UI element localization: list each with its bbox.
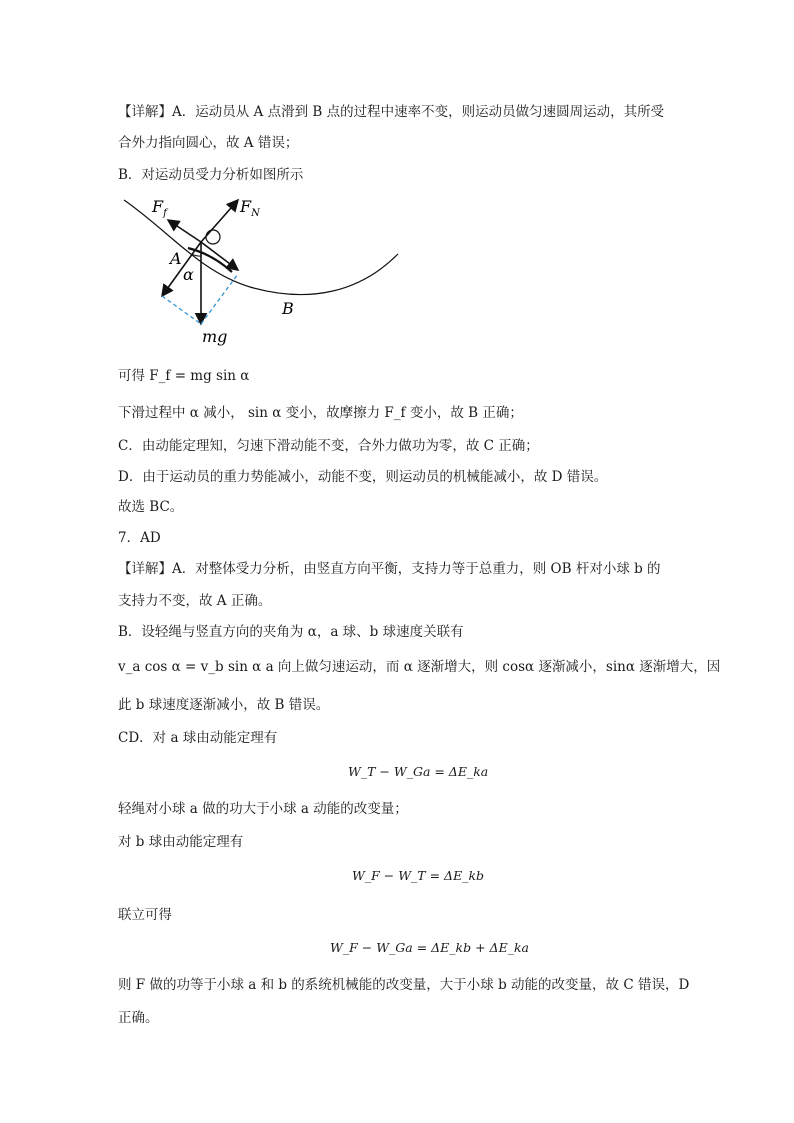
q7-a-line2: 支持力不变，故 A 正确。 [118,593,272,609]
q7-end-line2: 正确。 [118,1010,159,1026]
q7-cd-line4: 联立可得 [118,907,172,923]
label-a: A [170,249,182,268]
q7-b-line2: v_a cos α = v_b sin α a 向上做匀速运动，而 α 逐渐增大，则 cosα 逐渐减小，sinα 逐渐增大，因 [118,659,721,675]
text-c-line: C．由动能定理知，匀速下滑动能不变，合外力做功为零，故 C 正确； [118,438,539,454]
equation-1: W_T − W_Ga = ΔE_ka [348,764,489,779]
detail-a-line2: 合外力指向圆心，故 A 错误； [118,135,299,151]
equation-2: W_F − W_T = ΔE_kb [352,868,485,883]
label-ff: $F_f$ [152,197,167,219]
choice-1: 故选 BC。 [118,499,184,515]
detail-b-intro: B．对运动员受力分析如图所示 [118,167,304,183]
label-mg: mg [202,327,228,346]
label-alpha: α [183,265,194,284]
q7-b-line3: 此 b 球速度逐渐减小，故 B 错误。 [118,697,330,713]
equation-3: W_F − W_Ga = ΔE_kb + ΔE_ka [330,940,529,955]
label-fn: $F_N$ [240,197,260,219]
text-d-line: D．由于运动员的重力势能减小，动能不变，则运动员的机械能减小，故 D 错误。 [118,469,608,485]
q7-end-line1: 则 F 做的功等于小球 a 和 b 的系统机械能的改变量，大于小球 b 动能的改变量，故 C 错误，D [118,977,690,993]
label-b: B [282,299,294,318]
q7-a-line1: 【详解】A．对整体受力分析，由竖直方向平衡，支持力等于总重力，则 OB 杆对小球 b 的 [118,561,661,577]
force-diagram [110,192,410,352]
q7-cd-line: CD．对 a 球由动能定理有 [118,730,278,746]
detail-a-line1: 【详解】A．运动员从 A 点滑到 B 点的过程中速率不变，则运动员做匀速圆周运动，其所受 [118,104,665,120]
skier-ball [206,230,220,244]
text-b-line: 下滑过程中 α 减小， sin α 变小，故摩擦力 F_f 变小，故 B 正确； [118,405,523,421]
dashed-line-1 [162,296,201,324]
q7-cd-line3: 对 b 球由动能定理有 [118,834,244,850]
q7-b-line1: B．设轻绳与竖直方向的夹角为 α，a 球、b 球速度关联有 [118,624,464,640]
dashed-line-2 [201,274,238,324]
formula-ff: 可得 F_f = mg sin α [118,368,250,384]
q7-cd-line2: 轻绳对小球 a 做的功大于小球 a 动能的改变量； [118,801,408,817]
question-7: 7．AD [118,530,161,546]
